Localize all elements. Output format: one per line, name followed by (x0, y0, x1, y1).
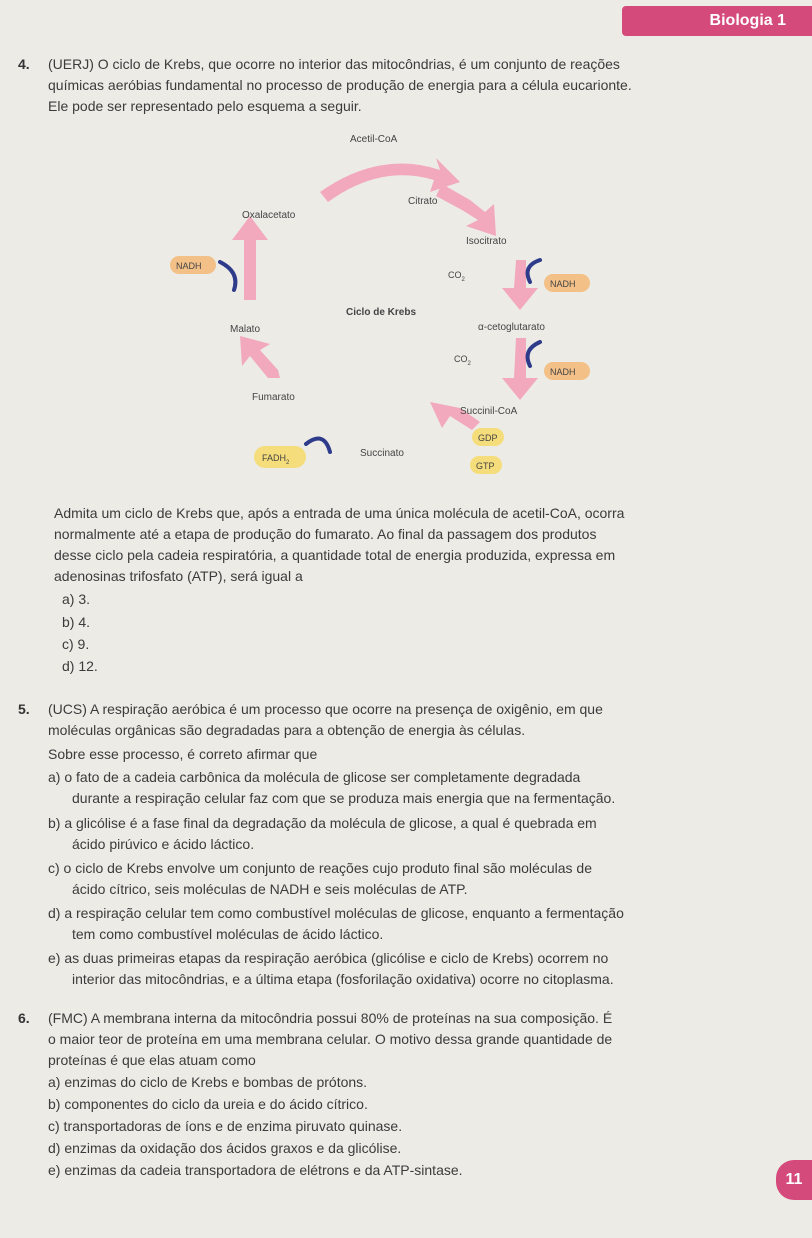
question-6-intro-line-3: proteínas é que elas atuam como (48, 1052, 256, 1068)
curve-co2-nadh-2 (528, 342, 540, 366)
question-4-option-d[interactable]: d) 12. (62, 658, 98, 674)
gtp-badge-label: GTP (476, 461, 495, 471)
curve-nadh-1 (220, 262, 235, 290)
label-alfa-cetoglutarato: α-cetoglutarato (478, 322, 545, 333)
question-5-option-c-cont: ácido cítrico, seis moléculas de NADH e seis moléculas de ATP. (72, 881, 468, 897)
krebs-cycle-diagram (160, 130, 620, 490)
question-4-number: 4. (18, 56, 30, 72)
question-6-number: 6. (18, 1010, 30, 1026)
label-fumarato: Fumarato (252, 392, 295, 403)
question-4-option-c[interactable]: c) 9. (62, 636, 90, 652)
question-5-option-b-cont: ácido pirúvico e ácido láctico. (72, 836, 255, 852)
question-6-option-a[interactable]: a) enzimas do ciclo de Krebs e bombas de prótons. (48, 1074, 368, 1090)
question-5-intro-line-1: (UCS) A respiração aeróbica é um processo que ocorre na presença de oxigênio, em que (48, 701, 603, 717)
question-4-intro-line-2: químicas aeróbias fundamental no processo de produção de energia para a célula eucarionte. (48, 77, 632, 93)
question-5-option-d-cont: tem como combustível moléculas de ácido láctico. (72, 926, 384, 942)
question-6-option-b[interactable]: b) componentes do ciclo da ureia e do ácido cítrico. (48, 1096, 368, 1112)
arrow-malato-oxalacetato (232, 216, 268, 300)
question-4-stem-line-3: desse ciclo pela cadeia respiratória, a quantidade total de energia produzida, expressa em (54, 547, 616, 563)
question-5-option-a[interactable]: a) o fato de a cadeia carbônica da molécula de glicose ser completamente degradada (48, 769, 581, 785)
question-5-option-c[interactable]: c) o ciclo de Krebs envolve um conjunto de reações cujo produto final são moléculas de (48, 860, 592, 876)
nadh-badge-2-label: NADH (550, 279, 576, 289)
question-5-stem: Sobre esse processo, é correto afirmar que (48, 746, 318, 762)
curve-co2-nadh-1 (528, 260, 540, 282)
question-6-option-c[interactable]: c) transportadoras de íons e de enzima piruvato quinase. (48, 1118, 403, 1134)
label-co2-1: $CO_2$ (448, 270, 465, 283)
question-4-intro-line-1: (UERJ) O ciclo de Krebs, que ocorre no interior das mitocôndrias, é um conjunto de reações (48, 56, 620, 72)
question-4-stem-line-1: Admita um ciclo de Krebs que, após a entrada de uma única molécula de acetil-CoA, ocorra (54, 505, 625, 521)
question-4-stem-line-4: adenosinas trifosfato (ATP), será igual a (54, 568, 303, 584)
label-acetil-coa: Acetil-CoA (350, 134, 398, 145)
arrow-fumarato-malato (240, 336, 280, 378)
question-6-intro-line-2: o maior teor de proteína em uma membrana celular. O motivo dessa grande quantidade de (48, 1031, 613, 1047)
arrow-citrato-isocitrato (436, 184, 496, 236)
page-number-tab (776, 1160, 812, 1200)
question-5-option-e[interactable]: e) as duas primeiras etapas da respiração aeróbica (glicólise e ciclo de Krebs) ocorrem no (48, 950, 609, 966)
question-5-option-d[interactable]: d) a respiração celular tem como combustível moléculas de glicose, enquanto a fermentação (48, 905, 624, 921)
nadh-badge-1-label: NADH (176, 261, 202, 271)
label-isocitrato: Isocitrato (466, 236, 507, 247)
label-co2-2: $CO_2$ (454, 354, 471, 367)
question-4-option-b[interactable]: b) 4. (62, 614, 91, 630)
curve-fadh2 (306, 439, 330, 452)
nadh-badge-3-label: NADH (550, 367, 576, 377)
question-6-option-e[interactable]: e) enzimas da cadeia transportadora de elétrons e da ATP-sintase. (48, 1162, 463, 1178)
question-4-option-a[interactable]: a) 3. (62, 591, 91, 607)
label-malato: Malato (230, 324, 261, 335)
arrow-isocitrato-cetoglutarato (502, 260, 538, 310)
section-header-tab (622, 6, 812, 36)
label-ciclo-de-krebs: Ciclo de Krebs (346, 307, 417, 318)
label-succinato: Succinato (360, 448, 404, 459)
page-number: 11 (785, 1171, 803, 1188)
question-5-option-b[interactable]: b) a glicólise é a fase final da degradação da molécula de glicose, a qual é quebrada em (48, 815, 597, 831)
label-succinil-coa: Succinil-CoA (460, 406, 518, 417)
question-6-option-d[interactable]: d) enzimas da oxidação dos ácidos graxos e da glicólise. (48, 1140, 402, 1156)
gdp-badge-label: GDP (478, 433, 498, 443)
label-citrato: Citrato (408, 196, 438, 207)
question-5-intro-line-2: moléculas orgânicas são degradadas para a obtenção de energia às células. (48, 722, 526, 738)
question-4-stem-line-2: normalmente até a etapa de produção do fumarato. Ao final da passagem dos produtos (54, 526, 597, 542)
question-5-option-e-cont: interior das mitocôndrias, e a última etapa (fosforilação oxidativa) ocorre no citoplasma. (72, 971, 614, 987)
question-4-intro-line-3: Ele pode ser representado pelo esquema a seguir. (48, 98, 362, 114)
fadh2-badge-label: $FADH_2$ (262, 453, 290, 466)
question-5-option-a-cont: durante a respiração celular faz com que se produza mais energia que na fermentação. (72, 790, 616, 806)
question-5-number: 5. (18, 701, 30, 717)
section-title: Biologia 1 (709, 12, 786, 29)
question-6-intro-line-1: (FMC) A membrana interna da mitocôndria possui 80% de proteínas na sua composição. É (48, 1010, 613, 1026)
label-oxalacetato: Oxalacetato (242, 210, 296, 221)
